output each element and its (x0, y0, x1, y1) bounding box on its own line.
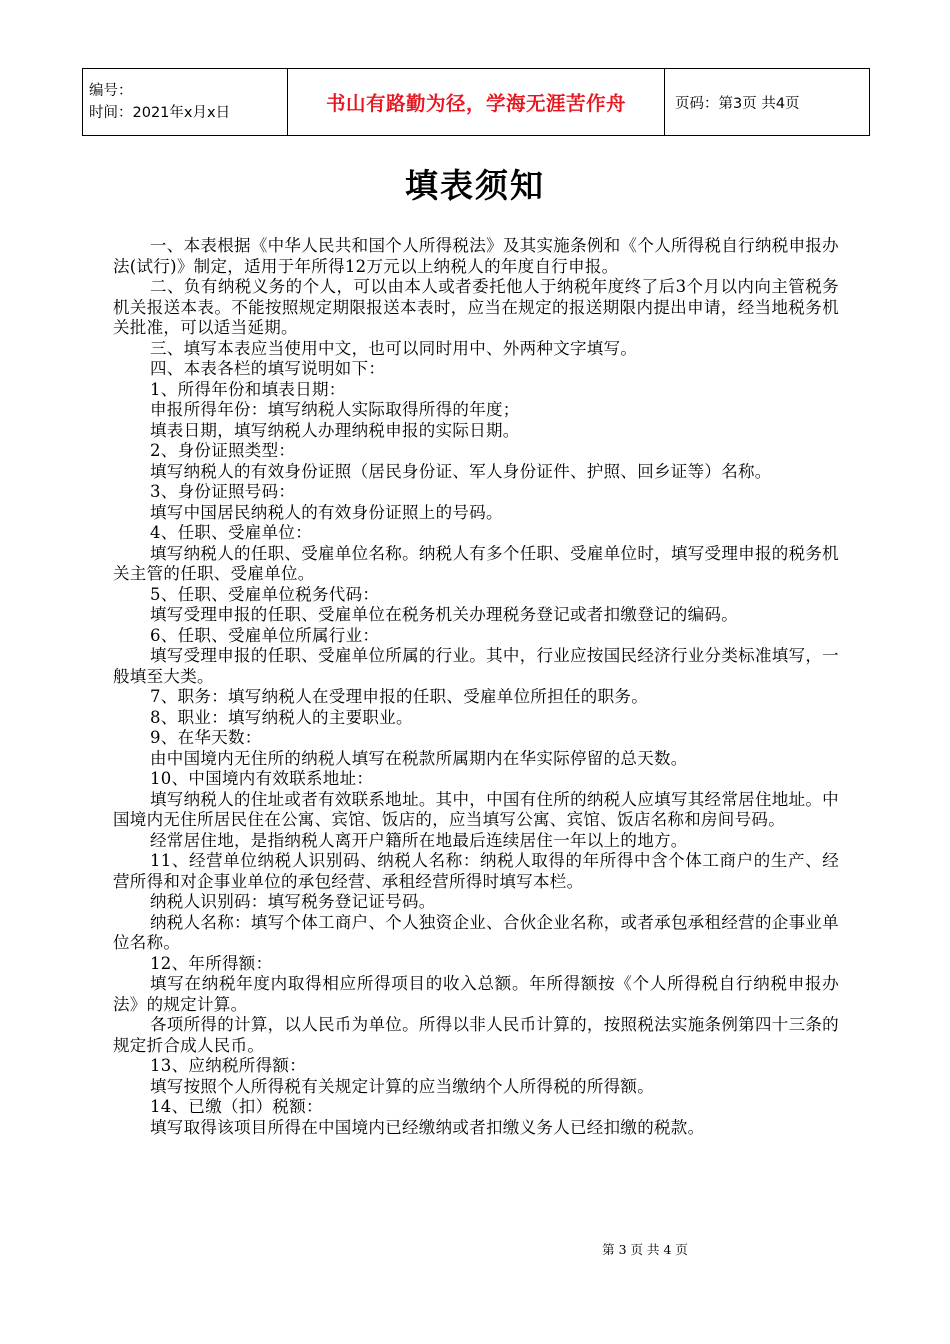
page-title: 填表须知 (405, 166, 545, 205)
header-motto: 书山有路勤为径，学海无涯苦作舟 (288, 69, 665, 136)
instruction-paragraph: 11、经营单位纳税人识别码、纳税人名称：纳税人取得的年所得中含个体工商户的生产、经营所得和对企事业单位的承包经营、承租经营所得时填写本栏。 (113, 851, 839, 891)
instruction-paragraph: 9、在华天数： (150, 728, 262, 747)
instruction-paragraph: 填表日期，填写纳税人办理纳税申报的实际日期。 (150, 420, 520, 440)
instruction-paragraph: 10、中国境内有效联系地址： (150, 769, 374, 788)
instruction-paragraph: 填写按照个人所得税有关规定计算的应当缴纳个人所得税的所得额。 (150, 1076, 654, 1096)
instruction-paragraph: 2、身份证照类型： (150, 441, 296, 460)
instruction-paragraph: 填写纳税人的任职、受雇单位名称。纳税人有多个任职、受雇单位时，填写受理申报的税务机关主管的任职、受雇单位。 (113, 543, 839, 583)
instruction-paragraph: 一、本表根据《中华人民共和国个人所得税法》及其实施条例和《个人所得税自行纳税申报办法(试行)》制定，适用于年所得12万元以上纳税人的年度自行申报。 (113, 236, 839, 276)
document-number-label: 编号： (89, 83, 133, 99)
instruction-paragraph: 填写受理申报的任职、受雇单位所属的行业。其中，行业应按国民经济行业分类标准填写，一般填至大类。 (113, 646, 839, 686)
page-footer (0, 1240, 950, 1258)
instruction-paragraph: 13、应纳税所得额： (150, 1056, 306, 1075)
instruction-paragraph: 纳税人识别码：填写税务登记证号码。 (150, 892, 436, 911)
instruction-paragraph: 纳税人名称：填写个体工商户、个人独资企业、合伙企业名称，或者承包承租经营的企事业单位名称。 (113, 912, 839, 952)
instruction-paragraph: 7、职务：填写纳税人在受理申报的任职、受雇单位所担任的职务。 (150, 687, 648, 706)
instruction-paragraph: 12、年所得额： (150, 953, 273, 973)
instruction-paragraph: 由中国境内无住所的纳税人填写在税款所属期内在华实际停留的总天数。 (150, 748, 688, 768)
instruction-paragraph: 6、任职、受雇单位所属行业： (150, 625, 380, 645)
instruction-paragraph: 三、填写本表应当使用中文，也可以同时用中、外两种文字填写。 (150, 338, 638, 358)
instruction-paragraph: 4、任职、受雇单位： (150, 523, 312, 542)
header-meta (83, 69, 288, 136)
instruction-paragraph: 1、所得年份和填表日期： (150, 379, 346, 399)
instruction-paragraph: 5、任职、受雇单位税务代码： (150, 584, 380, 604)
instruction-paragraph: 填写在纳税年度内取得相应所得项目的收入总额。年所得额按《个人所得税自行纳税申报办法》的规定计算。 (113, 974, 839, 1014)
instruction-paragraph: 各项所得的计算，以人民币为单位。所得以非人民币计算的，按照税法实施条例第四十三条的规定折合成人民币。 (113, 1015, 839, 1055)
instruction-paragraph: 8、职业：填写纳税人的主要职业。 (150, 707, 413, 727)
instruction-paragraph: 填写中国居民纳税人的有效身份证照上的号码。 (150, 502, 503, 522)
instruction-paragraph: 14、已缴（扣）税额： (150, 1097, 323, 1116)
footer-page-number: 第 3 页 共 4 页 (602, 1242, 688, 1257)
instruction-paragraph: 填写纳税人的有效身份证照（居民身份证、军人身份证件、护照、回乡证等）名称。 (150, 461, 772, 481)
instruction-paragraph: 3、身份证照号码： (150, 482, 296, 501)
instruction-paragraph: 填写取得该项目所得在中国境内已经缴纳或者扣缴义务人已经扣缴的税款。 (150, 1117, 705, 1137)
instruction-paragraph: 经常居住地，是指纳税人离开户籍所在地最后连续居住一年以上的地方。 (150, 830, 688, 850)
instructions-body (113, 236, 839, 1138)
instruction-paragraph: 填写受理申报的任职、受雇单位在税务机关办理税务登记或者扣缴登记的编码。 (150, 605, 738, 624)
document-header (82, 68, 870, 136)
instruction-paragraph: 二、负有纳税义务的个人，可以由本人或者委托他人于纳税年度终了后3个月以内向主管税务机关报送本表。不能按照规定期限报送本表时，应当在规定的报送期限内提出申请，经当地税务机关批准，可以适当延期。 (113, 277, 839, 337)
document-date: 时间：2021年x月x日 (89, 105, 231, 121)
instruction-paragraph: 四、本表各栏的填写说明如下： (150, 359, 386, 378)
header-page-info: 页码：第3页 共4页 (665, 69, 870, 136)
instruction-paragraph: 申报所得年份：填写纳税人实际取得所得的年度； (150, 400, 520, 419)
instruction-paragraph: 填写纳税人的住址或者有效联系地址。其中，中国有住所的纳税人应填写其经常居住地址。中国境内无住所居民住在公寓、宾馆、饭店的，应当填写公寓、宾馆、饭店名称和房间号码。 (113, 789, 839, 829)
